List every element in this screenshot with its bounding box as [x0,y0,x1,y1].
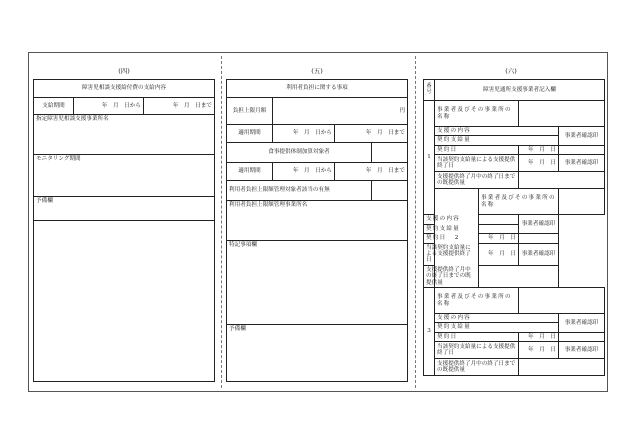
entry-3-office-value[interactable] [519,288,605,314]
panel-6-table [423,79,605,376]
monitoring-label: モニタリング期間 [36,156,81,162]
entry-1-amount-label: 契約支給量 [435,136,559,145]
entry-3-date-value[interactable]: 年 月 日 [519,332,559,341]
entry-1-date-label: 契約日 [435,145,519,154]
entry-3-month-value[interactable] [519,359,605,376]
entry-2-office-label: 事業者及びその事業所の名称 [479,189,559,215]
reserve-label-5: 予備欄 [229,326,246,332]
panel-number-6: (六) [505,67,517,75]
entry-3-date-label: 契約日 [435,332,519,341]
cap-manage-value[interactable] [372,181,408,201]
reserve-field[interactable] [34,197,215,221]
reserve-blank[interactable] [34,221,215,382]
panel-number-5: (五) [311,67,323,75]
entry-2-end-label: 当該契約支給量による支援提供終了日 [424,243,479,265]
meal-value[interactable] [372,143,408,163]
reserve-field-5[interactable] [227,325,408,382]
entry-1-confirm-label: 事業者確認印 [559,127,605,146]
panel-6-title: 障害児通所支援事業者記入欄 [435,80,605,101]
entry-3-end-value[interactable]: 年 月 日 [519,342,559,359]
limit-value[interactable] [273,98,408,125]
panel-number-4: (四) [118,67,130,75]
entry-1-end-label: 当該契約支給量による支援提供終了日 [435,155,519,172]
entry-2-month-value[interactable] [479,265,559,287]
panel-5-title: 利用者負担に関する事項 [227,80,408,98]
designated-office-field[interactable] [34,115,215,155]
fold-line-left [221,56,222,388]
entry-1-stamp-1[interactable] [559,145,605,154]
applicable-to[interactable]: 年 月 日まで [335,125,408,143]
entry-2-month-label: 支援提供終了月中の終了日までの既提供量 [424,265,479,287]
entry-1-office-value[interactable] [519,101,605,127]
entry-2-end-value[interactable]: 年 月 日 [479,243,519,265]
fold-line-right [415,56,416,388]
entry-1-office-label: 事業者及びその事業所の名称 [435,101,519,127]
reserve-label: 予備欄 [36,198,53,204]
entry-2-date-label: 契約日 [424,234,479,243]
applicable-period-label: 適用期間 [227,125,273,143]
limit-label: 負担上限月額 [227,98,273,125]
entry-2-office-value[interactable] [559,189,605,215]
header-no: 番号 [424,80,435,101]
period-to[interactable]: 年 月 日まで [144,98,215,115]
entry-1-no: 1 [424,101,435,215]
applicable-from-2[interactable]: 年 月 日から [273,163,335,181]
cap-manage-label: 利用者負担上限額管理対象者該当の有無 [227,181,372,201]
panel-5-table [226,79,408,382]
entry-1-month-value[interactable] [519,172,605,189]
entry-1-content-label: 支援の内容 [435,127,559,136]
entry-1-date-value[interactable]: 年 月 日 [519,145,559,154]
entry-3-no: 3 [424,288,435,376]
cap-office-label: 利用者負担上限額管理事業所名 [229,202,308,208]
entry-2-amount-label: 契約支給量 [424,224,519,233]
special-label: 特記事項欄 [229,242,257,248]
entry-3-content-label: 支援の内容 [435,314,559,323]
entry-3-office-label: 事業者及びその事業所の名称 [435,288,519,314]
entry-3-amount-label: 契約支給量 [435,323,559,332]
entry-2-no: 2 [435,189,479,288]
entry-1-end-value[interactable]: 年 月 日 [519,155,559,172]
entry-1-month-label: 支援提供終了月中の終了日までの既提供量 [435,172,519,189]
applicable-to-2[interactable]: 年 月 日まで [335,163,408,181]
entry-3-stamp-1[interactable] [559,332,605,341]
meal-label: 食事提供体制加算対象者 [227,143,372,163]
panel-4-title: 障害児相談支援給付費の支給内容 [34,80,215,98]
entry-2-stamp-1[interactable] [519,234,559,243]
panel-4-table [33,79,215,382]
entry-2-date-value[interactable]: 年 月 日 [479,234,519,243]
yen-unit: 円 [399,107,405,114]
designated-office-label: 指定障害児相談支援事業所名 [36,116,109,122]
entry-3-confirm-2: 事業者確認印 [559,342,605,359]
entry-3-confirm-label: 事業者確認印 [559,314,605,333]
period-from[interactable]: 年 月 日から [74,98,144,115]
cap-office-field[interactable] [227,201,408,241]
period-label: 支給期間 [34,98,74,115]
entry-2-content-label: 支援の内容 [424,215,519,224]
entry-3-end-label: 当該契約支給量による支援提供終了日 [435,342,519,359]
entry-1-confirm-2: 事業者確認印 [559,155,605,172]
entry-2-confirm-label: 事業者確認印 [519,215,559,234]
special-field[interactable] [227,241,408,325]
applicable-period-label-2: 適用期間 [227,163,273,181]
applicable-from[interactable]: 年 月 日から [273,125,335,143]
entry-3-month-label: 支援提供終了月中の終了日までの既提供量 [435,359,519,376]
monitoring-field[interactable] [34,155,215,197]
entry-2-confirm-2: 事業者確認印 [519,243,559,265]
